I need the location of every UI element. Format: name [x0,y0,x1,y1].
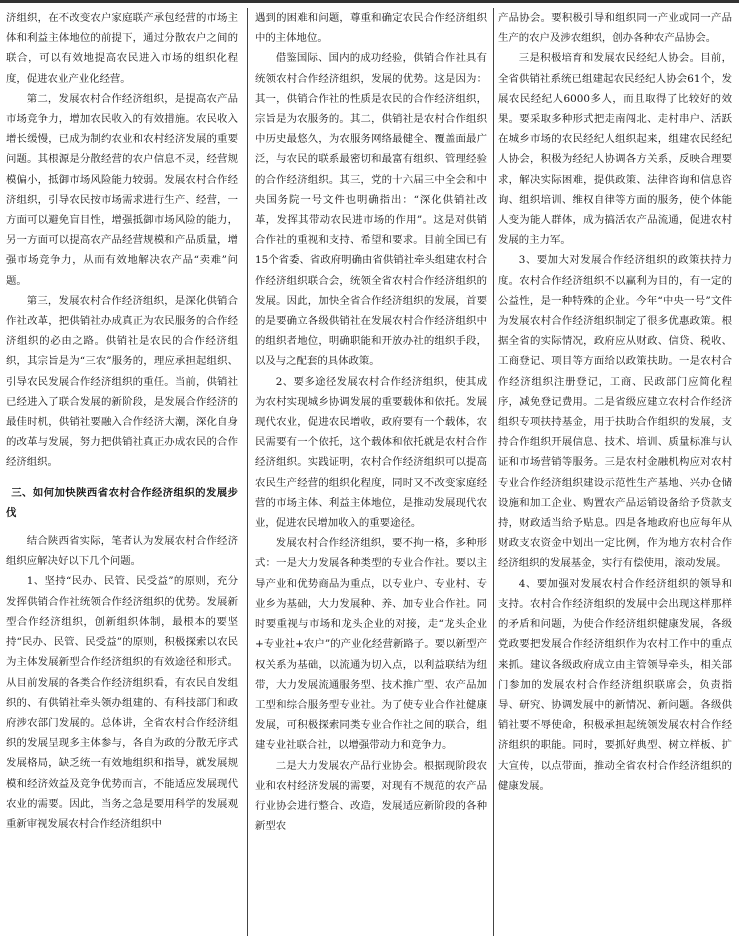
paragraph: 二是大力发展农产品行业协会。根据现阶段农业和农村经济发展的需要，对现有不规范的农产品行业协会进行整合、改造，发展适应新阶段的各种新型农 [255,759,487,833]
paragraph: 第三，发展农村合作经济组织，是深化供销合作社改革，把供销社办成真正为农民服务的合作经济组织的必由之路。供销社是农民的合作经济组织，其宗旨是为“三农”服务的，理应承担起组织、引导农民发展合作经济组织的重任。当前，供销社已经进入了联合发展的新阶段，是发展合作经济的最佳时机，供销社要融入合作经济大潮，深化自身的改革与发展，努力把供销社真正办成农民的合作经济组织。 [6,294,238,469]
text-column-1 [6,8,238,938]
paragraph: 遇到的困难和问题，尊重和确定农民合作经济组织中的主体地位。 [255,12,487,45]
paragraph: 济组织，在不改变农户家庭联产承包经营的市场主体和利益主体地位的前提下，通过分散农户之间的联合，可以有效地提高农民进入市场的组织化程度，促进农业产业化经营。 [6,12,238,85]
text-column-2 [255,8,487,938]
paragraph: 发展农村合作经济组织，要不拘一格，多种形式：一是大力发展各种类型的专业合作社。要以主导产业和优势商品为重点，以专业户、专业村、专业乡为基础，大力发展种、养、加专业合作社。同时要重视与市场和龙头企业的对接，走“龙头企业+专业社+农户”的产业化经营新路子。要以新型产权关系为基础，以流通为切入点，以利益联结为纽带，大力发展流通服务型、技术推广型、农产品加工型和综合服务型专业社。为了使专业合作社健康发展，可积极探索同类专业合作社之间的联合，组建专业社联合社，以增强带动力和竞争力。 [255,537,487,752]
paragraph: 借鉴国际、国内的成功经验，供销合作社具有统领农村合作经济组织，发展的优势。这是因为：其一，供销合作社的性质是农民的合作经济组织，宗旨是为农服务的。其二，供销社是农村合作组织中历史最悠久，为农服务网络最健全、覆盖面最广泛，与农民的联系最密切和最富有组织、管理经验的合作经济组织。其三，党的十六届三中全会和中央国务院一号文件也明确指出：“深化供销社改革，发挥其带动农民进市场的作用”。这是对供销合作社的重视和支持、希望和要求。目前全国已有15个省委、省政府明确由省供销社牵头组建农村合作经济组织联合会，统领全省农村合作经济组织的发展。因此，加快全省合作经济组织的发展，首要的是要确立各级供销社在发展农村合作经济组织中的组织者地位，明确职能和开放办社的组织手段，以及与之配套的具体政策。 [255,52,487,368]
paragraph: 第二，发展农村合作经济组织，是提高农产品市场竞争力，增加农民收入的有效措施。农民收入增长缓慢，已成为制约农业和农村经济发展的重要问题。其根源是分散经营的农户信息不灵，经营规模偏小，抵御市场风险能力较弱。发展农村合作经济组织，引导农民按市场需求进行生产、经营，一方面可以避免盲目性，增强抵御市场风险的能力，另一方面可以提高农产品经营规模和产品质量，增强市场竞争力，从而有效地解决农产品“卖难”问题。 [6,92,238,287]
text-column-3 [498,8,732,938]
paragraph: 产品协会。要积极引导和组织同一产业或同一产品生产的农户及涉农组织，创办各种农产品协会。 [498,12,732,45]
column-divider [247,8,248,936]
paragraph: 结合陕西省实际，笔者认为发展农村合作经济组织应解决好以下几个问题。 [6,535,238,568]
paragraph: 3、要加大对发展合作经济组织的政策扶持力度。农村合作经济组织不以赢利为目的，有一定的公益性，是一种特殊的企业。今年“中央一号”文件为发展农村合作经济组织制定了很多优惠政策。根据全省的实际情况，政府应从财政、信贷、税收、工商登记、项目等方面给以政策扶助。一是农村合作经济组织注册登记，工商、民政部门应简化程序，减免登记费用。二是省级应建立农村合作经济组织专项扶持基金，用于扶助合作组织的发展，支持合作组织开展信息、技术、培训、质量标准与认证和市场营销等服务。三是农村金融机构应对农村专业合作经济组织建设示范性生产基地、兴办仓储设施和加工企业、购置农产品运销设备给予贷款支持，财政适当给予贴息。四是各地政府也应每年从财政支农资金中划出一定比例，作为地方农村合作经济组织的发展基金，实行有偿使用，滚动发展。 [498,254,732,570]
paragraph: 2、要多途径发展农村合作经济组织，使其成为农村实现城乡协调发展的重要载体和依托。发展现代农业，促进农民增收，政府要有一个载体，农民需要有一个依托，这个载体和依托就是农村合作经济组织。实践证明，农村合作经济组织可以提高农民生产经营的组织化程度，同时又不改变家庭经营的市场主体、利益主体地位，是推动发展现代农业，促进农民增加收入的重要途径。 [255,375,487,530]
section-heading: 三、如何加快陕西省农村合作经济组织的发展步伐 [6,486,238,519]
paragraph: 4、要加强对发展农村合作经济组织的领导和支持。农村合作经济组织的发展中会出现这样那样的矛盾和问题，为使合作经济组织健康发展，各级党政要把发展合作经济组织作为农村工作中的重点来抓。建议各级政府成立由主管领导牵头，相关部门参加的发展农村合作经济组织联席会，负责指导、研究、协调发展中的新情况、新问题。各级供销社要不辱使命，积极承担起统领发展农村合作经济组织的职能。同时，要抓好典型、树立样板、扩大宣传，以点带面，推动全省农村合作经济组织的健康发展。 [498,577,732,792]
column-divider [493,8,494,936]
top-rule [0,0,739,3]
paragraph: 三是积极培育和发展农民经纪人协会。目前，全省供销社系统已组建起农民经纪人协会61个，发展农民经纪人6000多人，而且取得了比较好的效果。要采取多种形式把走南闯北、走村串户、活跃在城乡市场的农民经纪人组织起来，组建农民经纪人协会，积极为经纪人协调各方关系，反映合理要求，解决实际困难，提供政策、法律咨询和信息咨询、组织培训、维权自律等方面的服务，使个体能人变为能人群体，成为搞活农产品流通，促进农村发展的主力军。 [498,52,732,247]
paragraph: 1、坚持“民办、民管、民受益”的原则，充分发挥供销合作社统领合作经济组织的优势。发展新型合作经济组织，创新组织体制，最根本的要坚持“民办、民管、民受益”的原则，积极探索以农民为主体发展新型合作经济组织的有效途径和形式。从目前发展的各类合作经济组织看，有农民自发组织的、有供销社牵头领办组建的、有科技部门和政府涉农部门发展的。总体讲，全省农村合作经济组织的发展呈现多主体参与，各自为政的分散无序式发展格局，缺乏统一有效地组织和指导，就发展规模和经济效益及竞争优势而言，不能适应发展现代农业的需要。因此，当务之急是要用科学的发展观重新审视发展农村合作经济组织中 [6,575,238,830]
